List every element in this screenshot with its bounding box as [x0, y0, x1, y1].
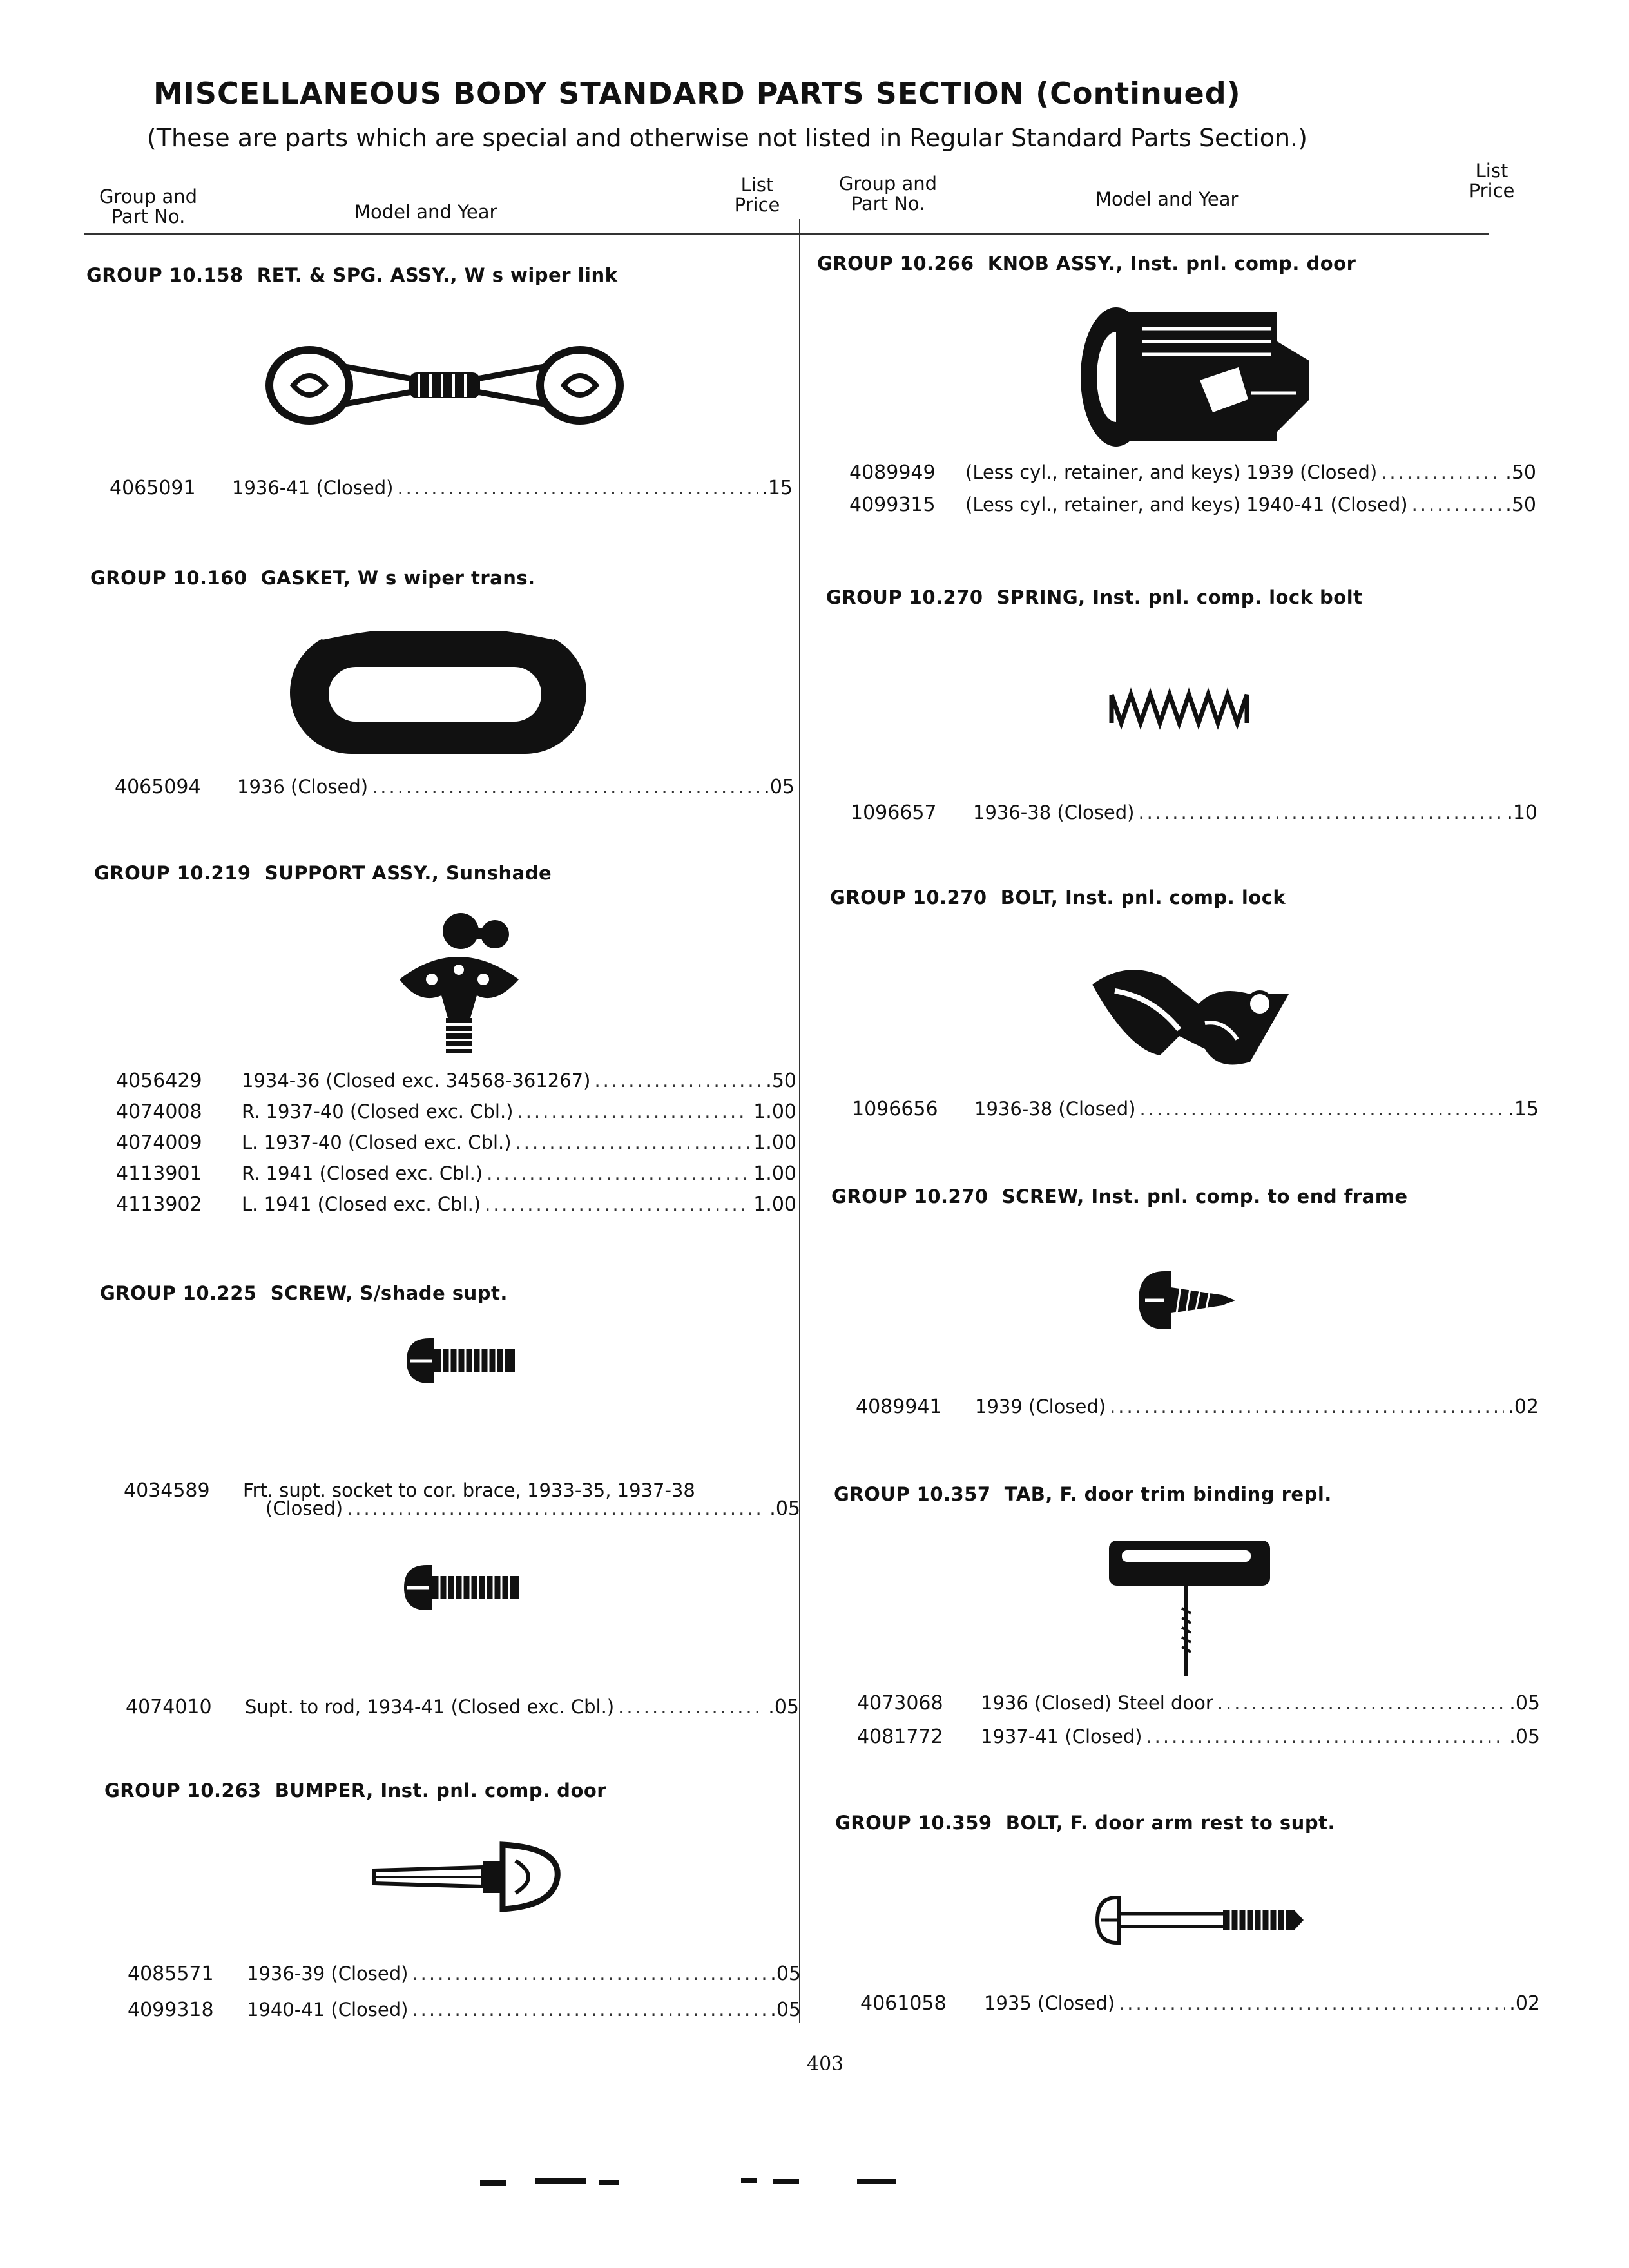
list-item: 4089949 (Less cyl., retainer, and keys) 1939 (Closed) ..... .50 [849, 461, 1536, 484]
trim-tab-icon [1106, 1537, 1273, 1679]
list-item: 4061058 1935 (Closed) ..... .02 [860, 1992, 1540, 2015]
group-heading: GROUP 10.270 SCREW, Inst. pnl. comp. to end frame [831, 1186, 1408, 1207]
list-item: 4089941 1939 (Closed) ..... .02 [856, 1396, 1539, 1418]
column-header-group-part: Group and Part No. [99, 186, 198, 227]
wiper-link-spring-icon [264, 340, 625, 430]
knob-assembly-icon [1077, 303, 1316, 451]
group-heading: GROUP 10.158 RET. & SPG. ASSY., W s wiper link [86, 264, 618, 286]
group-heading: GROUP 10.270 SPRING, Inst. pnl. comp. lock bolt [826, 586, 1363, 608]
tapping-screw-icon [1135, 1268, 1239, 1332]
list-item: 4034589 Frt. supt. socket to cor. brace, 1933-35, 1937-38 [124, 1479, 695, 1502]
gasket-icon [284, 612, 593, 760]
page-title: MISCELLANEOUS BODY STANDARD PARTS SECTION (Continued) [153, 76, 1241, 111]
arm-rest-bolt-icon [1094, 1894, 1307, 1946]
list-item: 4074009 L. 1937-40 (Closed exc. Cbl.) ..... 1.00 [116, 1131, 796, 1154]
list-item: 4056429 1934-36 (Closed exc. 34568-361267) ..... .50 [116, 1070, 796, 1092]
page-subtitle: (These are parts which are special and otherwise not listed in Regular Standard Parts Section.) [147, 124, 1307, 152]
group-heading: GROUP 10.263 BUMPER, Inst. pnl. comp. door [104, 1780, 607, 1802]
list-item: 4074010 Supt. to rod, 1934-41 (Closed exc. Cbl.) ..... .05 [126, 1696, 799, 1718]
list-item: 4113902 L. 1941 (Closed exc. Cbl.) ..... 1.00 [116, 1193, 796, 1216]
list-item: 4113901 R. 1941 (Closed exc. Cbl.) ..... 1.00 [116, 1162, 796, 1185]
list-item: 4065091 1936-41 (Closed) ..... .15 [110, 477, 793, 499]
column-header-model-year-right: Model and Year [1095, 188, 1239, 210]
scan-artifact [477, 2171, 902, 2191]
list-item: 4099318 1940-41 (Closed) ..... .05 [128, 1999, 801, 2021]
screw-icon [403, 1335, 519, 1387]
group-heading: GROUP 10.225 SCREW, S/shade supt. [100, 1282, 508, 1304]
list-item: (Closed) ..... .05 [265, 1497, 800, 1520]
page-number: 403 [807, 2053, 844, 2075]
column-header-model-year: Model and Year [354, 201, 497, 223]
list-item: 4099315 (Less cyl., retainer, and keys) 1940-41 (Closed) ..... .50 [849, 494, 1536, 516]
group-heading: GROUP 10.357 TAB, F. door trim binding repl. [834, 1483, 1332, 1505]
column-header-list-price-right: List Price [1469, 160, 1515, 202]
group-heading: GROUP 10.219 SUPPORT ASSY., Sunshade [94, 862, 552, 884]
coil-spring-icon [1108, 688, 1251, 729]
screw-icon [401, 1562, 523, 1613]
list-item: 1096656 1936-38 (Closed) ..... .15 [852, 1098, 1539, 1120]
list-item: 1096657 1936-38 (Closed) ..... .10 [851, 802, 1537, 824]
group-heading: GROUP 10.266 KNOB ASSY., Inst. pnl. comp. door [817, 253, 1356, 274]
sunshade-support-icon [387, 908, 528, 1057]
lock-bolt-icon [1089, 959, 1295, 1075]
bumper-icon [367, 1841, 561, 1912]
list-item: 4085571 1936-39 (Closed) ..... .05 [128, 1963, 801, 1985]
list-item: 4065094 1936 (Closed) ..... .05 [115, 776, 795, 798]
group-heading: GROUP 10.359 BOLT, F. door arm rest to supt. [835, 1812, 1335, 1834]
list-item: 4074008 R. 1937-40 (Closed exc. Cbl.) ..... 1.00 [116, 1100, 796, 1123]
group-heading: GROUP 10.160 GASKET, W s wiper trans. [90, 567, 535, 589]
column-header-list-price: List Price [734, 174, 780, 216]
group-heading: GROUP 10.270 BOLT, Inst. pnl. comp. lock [830, 887, 1286, 908]
list-item: 4073068 1936 (Closed) Steel door ..... .05 [857, 1692, 1540, 1715]
list-item: 4081772 1937-41 (Closed) ..... .05 [857, 1725, 1540, 1748]
column-header-group-part-right: Group and Part No. [838, 173, 938, 215]
